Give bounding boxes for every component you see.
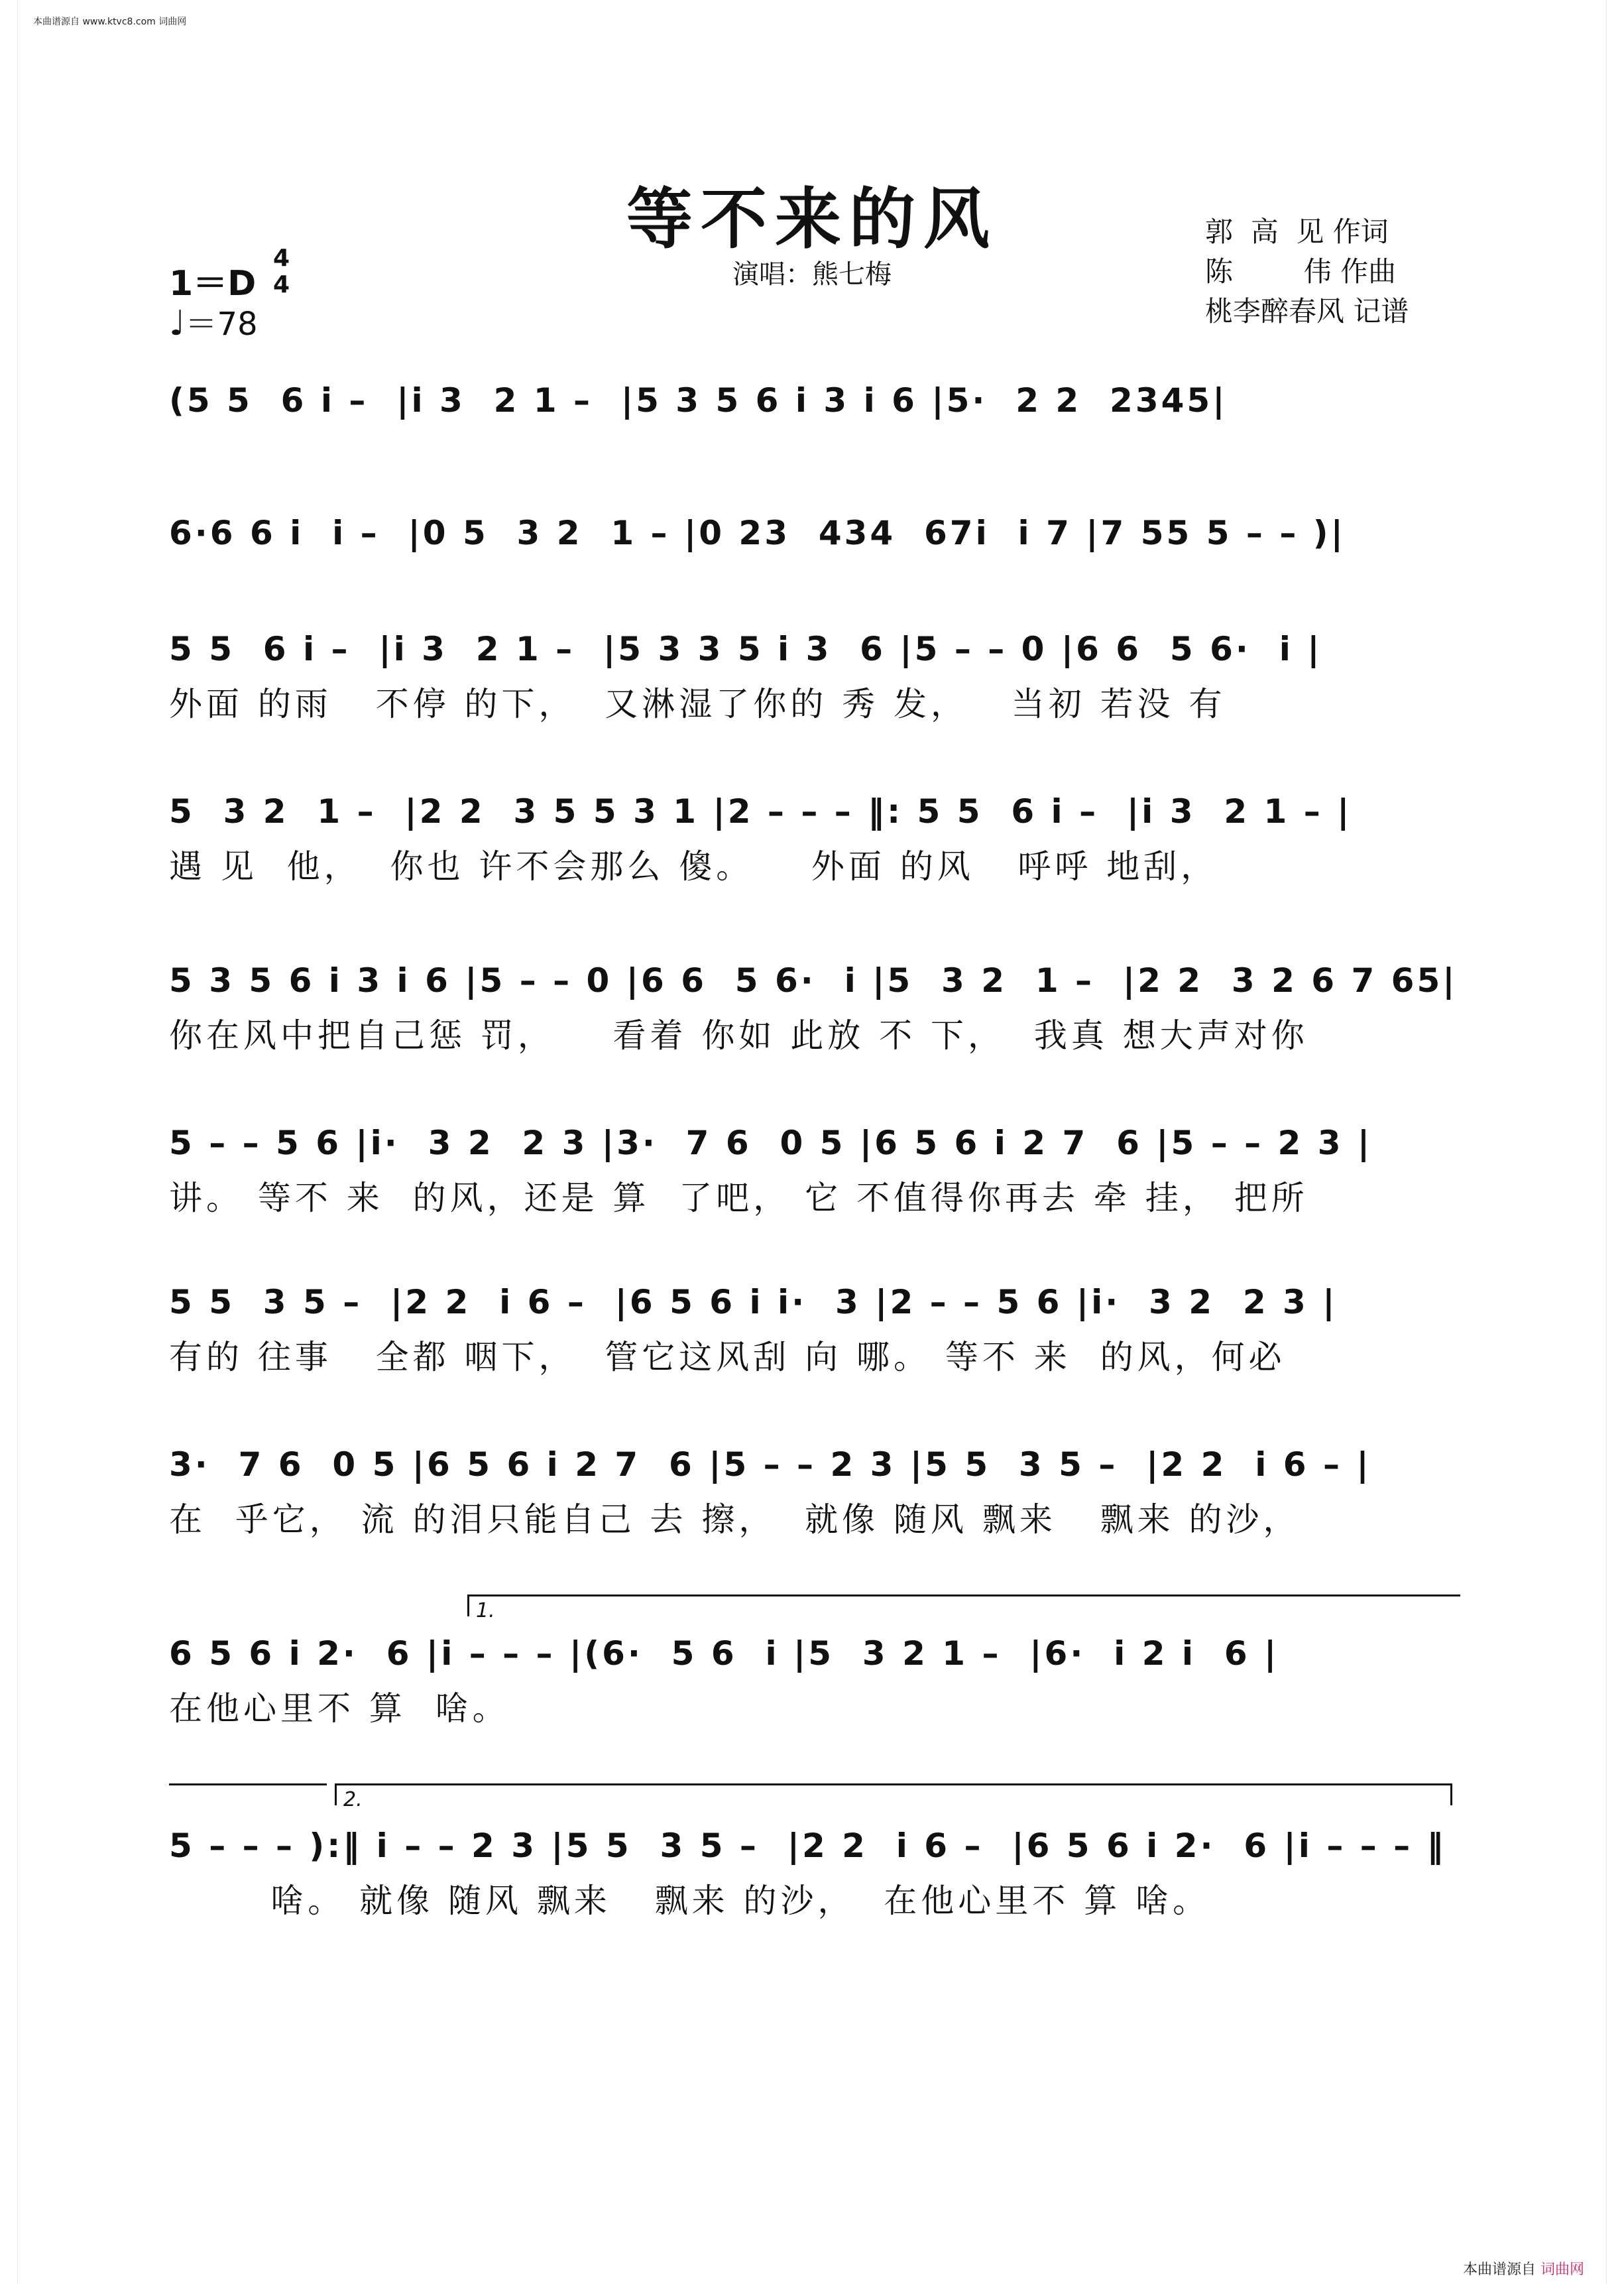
right-margin-strip bbox=[1606, 0, 1624, 2284]
score-system-6 bbox=[169, 1124, 1458, 1236]
lyrics-line: 你在风中把自己惩 罚， 看着 你如 此放 不 下， 我真 想大声对你 bbox=[169, 1016, 1308, 1055]
score-system-9 bbox=[169, 1634, 1458, 1747]
notation-line: 6 5 6 i 2· 6 |i – – – |(6· 5 6 i |5 3 2 1 – |6· i 2 i 6 | bbox=[169, 1634, 1279, 1673]
score-system-5 bbox=[169, 961, 1458, 1074]
score-system-8 bbox=[169, 1445, 1458, 1558]
credits-block bbox=[1205, 212, 1409, 331]
tempo-value: ＝78 bbox=[185, 306, 258, 343]
score-system-1 bbox=[169, 381, 1458, 454]
left-margin-strip bbox=[0, 0, 18, 2284]
lyrics-line: 有的 往事 全都 咽下， 管它这风刮 向 哪。 等不 来 的风，何必 bbox=[169, 1338, 1286, 1376]
time-signature bbox=[273, 245, 290, 298]
lyrics-line: 外面 的雨 不停 的下， 又淋湿了你的 秀 发， 当初 若没 有 bbox=[169, 685, 1226, 723]
lyricist-credit: 郭 高 见 作词 bbox=[1205, 215, 1389, 248]
notation-line: 5 5 6 i – |i 3 2 1 – |5 3 3 5 i 3 6 |5 – – 0 |6 6 5 6· i | bbox=[169, 630, 1322, 668]
notation-line: 5 – – 5 6 |i· 3 2 2 3 |3· 7 6 0 5 |6 5 6 i 2 7 6 |5 – – 2 3 | bbox=[169, 1124, 1373, 1162]
notation-line: 5 5 3 5 – |2 2 i 6 – |6 5 6 i i· 3 |2 – – 5 6 |i· 3 2 2 3 | bbox=[169, 1283, 1338, 1321]
time-signature-top: 4 bbox=[273, 245, 290, 272]
first-ending-bracket bbox=[467, 1594, 1460, 1622]
notation-line: 6·6 6 i i – |0 5 3 2 1 – |0 23 434 67i i 7 |7 55 5 – – )| bbox=[169, 514, 1346, 552]
footer-source-text: 本曲谱源自 bbox=[1462, 2261, 1536, 2278]
song-title: 等不来的风 bbox=[626, 180, 998, 258]
time-signature-bottom: 4 bbox=[273, 271, 290, 298]
composer-credit: 陈 伟 作曲 bbox=[1205, 255, 1397, 288]
header-source-note: 本曲谱源自 www.ktvc8.com 词曲网 bbox=[33, 17, 187, 27]
notation-line: (5 5 6 i – |i 3 2 1 – |5 3 5 6 i 3 i 6 |5· 2 2 2345| bbox=[169, 381, 1228, 420]
score-system-3 bbox=[169, 630, 1458, 743]
notation-line: 3· 7 6 0 5 |6 5 6 i 2 7 6 |5 – – 2 3 |5 5 3 5 – |2 2 i 6 – | bbox=[169, 1445, 1371, 1484]
first-ending-label: 1. bbox=[476, 1599, 495, 1622]
second-ending-label: 2. bbox=[343, 1788, 363, 1811]
score-system-7 bbox=[169, 1283, 1458, 1396]
score-system-10 bbox=[169, 1827, 1458, 1939]
notation-line: 5 3 2 1 – |2 2 3 5 5 3 1 |2 – – – ‖: 5 5 6 i – |i 3 2 1 – | bbox=[169, 792, 1352, 831]
quarter-note-icon: ♩ bbox=[169, 304, 186, 343]
score-system-2 bbox=[169, 514, 1458, 587]
lyrics-line: 在 乎它， 流 的泪只能自己 去 擦， 就像 随风 飘来 飘来 的沙， bbox=[169, 1500, 1301, 1539]
key-signature: 1＝D bbox=[169, 264, 257, 304]
notation-line: 5 3 5 6 i 3 i 6 |5 – – 0 |6 6 5 6· i |5 3 2 1 – |2 2 3 2 6 7 65| bbox=[169, 961, 1458, 1000]
lyrics-line: 遇 见 他， 你也 许不会那么 傻。 外面 的风 呼呼 地刮， bbox=[169, 847, 1218, 886]
transcriber-credit: 桃李醉春风 记谱 bbox=[1205, 295, 1409, 328]
lyrics-line: 啥。 就像 随风 飘来 飘来 的沙， 在他心里不 算 啥。 bbox=[169, 1882, 1210, 1920]
lyrics-line: 讲。 等不 来 的风，还是 算 了吧， 它 不值得你再去 牵 挂， 把所 bbox=[169, 1179, 1308, 1217]
second-ending-bracket bbox=[335, 1783, 1452, 1811]
footer-source-note bbox=[1463, 2258, 1584, 2279]
tempo-marking bbox=[169, 298, 258, 344]
notation-line: 5 – – – ):‖ i – – 2 3 |5 5 3 5 – |2 2 i 6 – |6 5 6 i 2· 6 |i – – – ‖ bbox=[169, 1827, 1446, 1865]
footer-brand-link[interactable]: 词曲网 bbox=[1540, 2261, 1584, 2278]
singer-line: 演唱：熊七梅 bbox=[732, 259, 892, 290]
lyrics-line: 在他心里不 算 啥。 bbox=[169, 1689, 510, 1728]
score-system-4 bbox=[169, 792, 1458, 905]
previous-ending-line bbox=[169, 1783, 327, 1785]
